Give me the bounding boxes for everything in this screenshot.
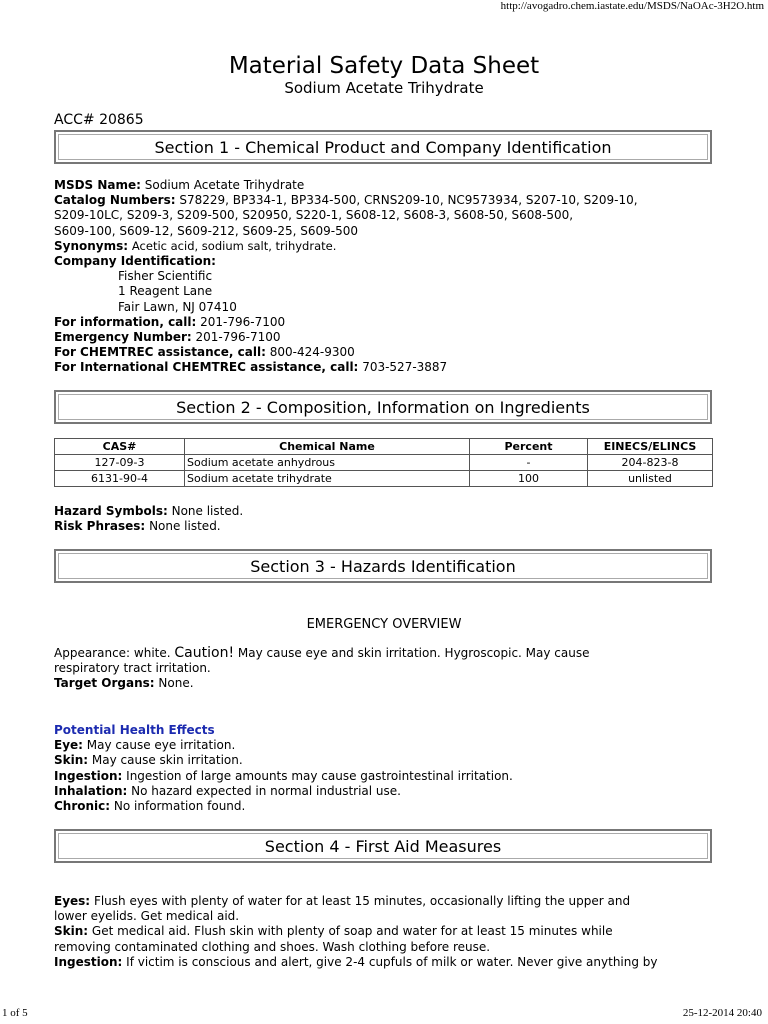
section-3-header bbox=[54, 549, 712, 583]
emergency-phone-line: Emergency Number: 201-796-7100 bbox=[54, 330, 281, 345]
section-2-title: Section 2 - Composition, Information on Ingredients bbox=[58, 394, 708, 420]
column-header: Percent bbox=[470, 439, 588, 455]
emergency-overview-body bbox=[54, 646, 714, 692]
section-1-header bbox=[54, 130, 712, 164]
target-organs-line: Target Organs: None. bbox=[54, 676, 194, 691]
hazard-symbols-line: Hazard Symbols: None listed. bbox=[54, 504, 244, 518]
first-aid-skin-line: Skin: Get medical aid. Flush skin with plenty of soap and water for at least 15 minutes while bbox=[54, 924, 613, 939]
table-cell: unlisted bbox=[588, 471, 713, 487]
page-number: 1 of 5 bbox=[2, 1007, 28, 1019]
chemtrec-phone-line: For CHEMTREC assistance, call: 800-424-9300 bbox=[54, 345, 355, 360]
chronic-effects-line: Chronic: No information found. bbox=[54, 799, 246, 814]
company-street: 1 Reagent Lane bbox=[118, 284, 213, 299]
ingredients-table bbox=[54, 438, 713, 487]
print-timestamp: 25-12-2014 20:40 bbox=[682, 1007, 762, 1019]
table-row bbox=[55, 455, 713, 471]
info-phone-line: For information, call: 201-796-7100 bbox=[54, 314, 286, 329]
company-name: Fisher Scientific bbox=[118, 269, 213, 284]
section-1-body bbox=[54, 178, 714, 376]
appearance-line-2: respiratory tract irritation. bbox=[54, 661, 211, 676]
table-cell: 127-09-3 bbox=[55, 455, 185, 471]
company-city: Fair Lawn, NJ 07410 bbox=[118, 299, 237, 314]
section-1-title: Section 1 - Chemical Product and Company Identification bbox=[58, 134, 708, 160]
acc-number: ACC# 20865 bbox=[54, 112, 144, 128]
msds-name-line: MSDS Name: Sodium Acetate Trihydrate bbox=[54, 178, 305, 192]
section-2-notes bbox=[54, 504, 714, 534]
table-cell: Sodium acetate trihydrate bbox=[185, 471, 470, 487]
intl-chemtrec-phone-line: For International CHEMTREC assistance, call: 703-527-3887 bbox=[54, 360, 448, 375]
document-subtitle: Sodium Acetate Trihydrate bbox=[284, 79, 484, 97]
table-header-row bbox=[55, 439, 713, 455]
section-2-header bbox=[54, 390, 712, 424]
table-cell: 6131-90-4 bbox=[55, 471, 185, 487]
first-aid-eyes-line: Eyes: Flush eyes with plenty of water for at least 15 minutes, occasionally lifting the upper and bbox=[54, 894, 631, 908]
document-title: Material Safety Data Sheet bbox=[228, 53, 540, 79]
section-4-title: Section 4 - First Aid Measures bbox=[58, 833, 708, 859]
table-row bbox=[55, 471, 713, 487]
ingestion-effects-line: Ingestion: Ingestion of large amounts may cause gastrointestinal irritation. bbox=[54, 768, 513, 783]
table-cell: 100 bbox=[470, 471, 588, 487]
catalog-numbers-line-3: S609-100, S609-12, S609-212, S609-25, S609-500 bbox=[54, 223, 359, 238]
table-cell: - bbox=[470, 455, 588, 471]
catalog-numbers-line: Catalog Numbers: S78229, BP334-1, BP334-500, CRNS209-10, NC9573934, S207-10, S209-10, bbox=[54, 193, 638, 208]
company-label: Company Identification: bbox=[54, 254, 216, 269]
section-4-body bbox=[54, 894, 714, 970]
appearance-line: Appearance: white. Caution! May cause eye and skin irritation. Hygroscopic. May cause bbox=[54, 645, 590, 661]
health-effects bbox=[54, 723, 714, 814]
table-cell: Sodium acetate anhydrous bbox=[185, 455, 470, 471]
inhalation-effects-line: Inhalation: No hazard expected in normal industrial use. bbox=[54, 783, 401, 798]
potential-health-effects-heading: Potential Health Effects bbox=[54, 723, 215, 737]
skin-effects-line: Skin: May cause skin irritation. bbox=[54, 753, 243, 768]
section-4-header bbox=[54, 829, 712, 863]
table-cell: 204-823-8 bbox=[588, 455, 713, 471]
column-header: CAS# bbox=[55, 439, 185, 455]
eye-effects-line: Eye: May cause eye irritation. bbox=[54, 738, 236, 753]
first-aid-eyes-line-2: lower eyelids. Get medical aid. bbox=[54, 909, 240, 924]
first-aid-skin-line-2: removing contaminated clothing and shoes. Wash clothing before reuse. bbox=[54, 939, 491, 954]
first-aid-ingestion-line: Ingestion: If victim is conscious and alert, give 2-4 cupfuls of milk or water. Never give anything by bbox=[54, 954, 658, 969]
column-header: EINECS/ELINCS bbox=[588, 439, 713, 455]
page-url: http://avogadro.chem.iastate.edu/MSDS/NaOAc-3H2O.htm bbox=[500, 0, 764, 12]
section-3-title: Section 3 - Hazards Identification bbox=[58, 553, 708, 579]
synonyms-line: Synonyms: Acetic acid, sodium salt, trihydrate. bbox=[54, 238, 337, 253]
catalog-numbers-line-2: S209-10LC, S209-3, S209-500, S20950, S220-1, S608-12, S608-3, S608-50, S608-500, bbox=[54, 208, 574, 223]
emergency-overview-heading: EMERGENCY OVERVIEW bbox=[306, 617, 462, 632]
column-header: Chemical Name bbox=[185, 439, 470, 455]
risk-phrases-line: Risk Phrases: None listed. bbox=[54, 519, 221, 534]
